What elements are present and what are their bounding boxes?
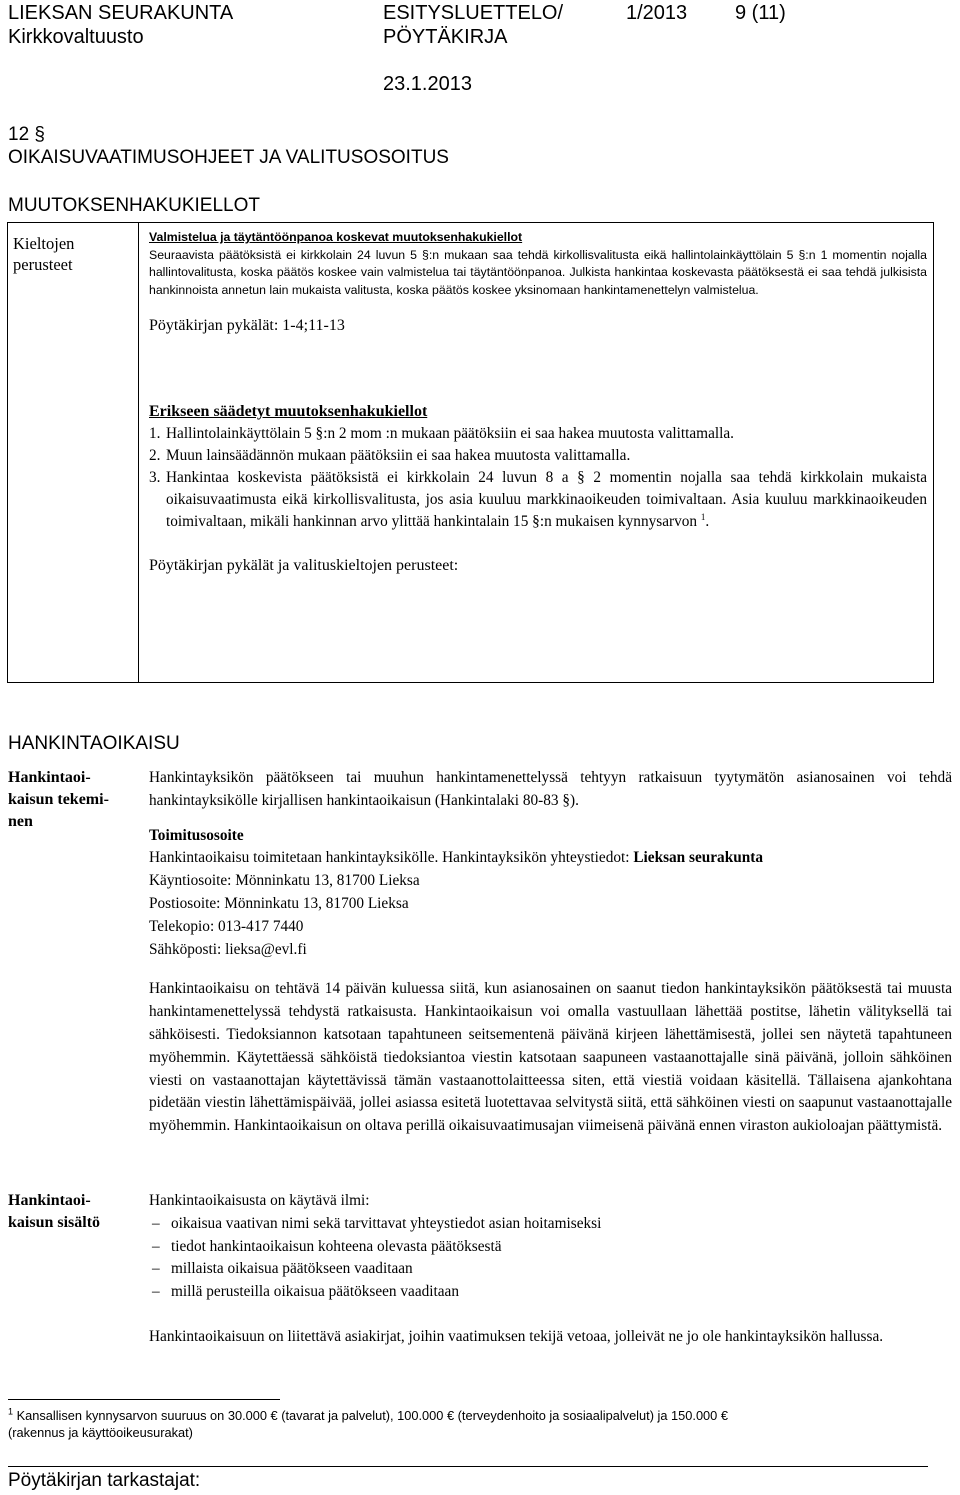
- box-divider: [138, 223, 139, 682]
- header-doc-type-line1: ESITYSLUETTELO/: [383, 2, 564, 24]
- pykalat-2: Pöytäkirjan pykälät ja valituskieltojen perusteet:: [149, 557, 459, 574]
- dash-icon: –: [152, 1237, 160, 1255]
- kiellot-label: [13, 233, 74, 275]
- erikseen-item-1: [149, 423, 927, 445]
- footnote-text: Kansallisen kynnysarvon suuruus on 30.000 € (tavarat ja palvelut), 100.000 € (terveydenhoito ja sosiaalipalvelut) ja 150.000 €: [16, 1408, 728, 1423]
- kiellot-content: [149, 229, 927, 577]
- content-bullets: [149, 1213, 952, 1304]
- kiellot-heading-para: [149, 229, 927, 247]
- item-number: 3.: [149, 469, 161, 486]
- item-text: Hankintaa koskevista päätöksistä ei kirkkolain 24 luvun 8 a § 2 momentin nojalla saa tehdä kirkkolain mukaista oikaisuvaatimusta eikä kirkollisvalitusta, jos asia kuuluu markkinaoikeuden toimivaltaan. Asia kuuluu markkinaoikeuden toimivaltaan, mikäli hankinnan arvo ylittää hankintalain 15 §:n mukaisen kynnysarvon: [166, 469, 927, 530]
- label-line: nen: [8, 813, 33, 830]
- kiellot-paragraph: Seuraavista päätöksistä ei kirkkolain 24 luvun 5 §:n mukaan saa tehdä kirkollisvalitusta eikä hallintolainkäyttölain 5 §:n 1 momentin nojalla hallintovalitusta, koska päätös koskee vain valmistelua tai täytäntöönpanoa. Julkista hankintaa koskevasta päätöksestä ei saa tehdä julkisista hankinnoista annetun lain mukaista valitusta, koska päätös koskee yksinomaan hankintamenettelyn valmistelua.: [149, 247, 927, 297]
- bullet-text: oikaisua vaativan nimi sekä tarvittavat yhteystiedot asian hoitamiseksi: [171, 1214, 602, 1232]
- footnote-ref: 1: [700, 511, 706, 522]
- signature-rule: [8, 1466, 928, 1467]
- item-number: 1.: [149, 425, 161, 442]
- header-date: 23.1.2013: [383, 73, 472, 95]
- kiellot-label-line1: Kieltojen: [13, 234, 75, 253]
- bullet-item: [149, 1281, 952, 1304]
- footnote-number: 1: [8, 1406, 14, 1417]
- bullet-text: millä perusteilla oikaisua päätökseen vaaditaan: [171, 1283, 459, 1301]
- header-doc-type-line2: PÖYTÄKIRJA: [383, 26, 508, 48]
- dash-icon: –: [152, 1260, 160, 1278]
- toimitus-org: Lieksan seurakunta: [633, 849, 763, 867]
- toimitus-text-main: Hankintaoikaisu toimitetaan hankintayksikölle. Hankintayksikön yhteystiedot:: [149, 849, 634, 867]
- erikseen-item-3: [149, 467, 927, 533]
- section-title: OIKAISUVAATIMUSOHJEET JA VALITUSOSOITUS: [8, 147, 449, 168]
- pykalat-1: Pöytäkirjan pykälät: 1-4;11-13: [149, 317, 345, 334]
- erikseen-item-2: [149, 445, 927, 467]
- kayntiosoite: Käyntiosoite: Mönninkatu 13, 81700 Lieksa: [149, 872, 420, 890]
- attachments-text: Hankintaoikaisuun on liitettävä asiakirjat, joihin vaatimuksen tekijä vetoaa, jolleivät ne jo ole hankintayksikön hallussa.: [149, 1327, 884, 1345]
- dash-icon: –: [152, 1214, 160, 1232]
- header-org-line2: Kirkkovaltuusto: [8, 26, 144, 48]
- label-line: kaisun tekemi-: [8, 791, 109, 808]
- hankinta-title: HANKINTAOIKAISU: [8, 733, 180, 754]
- bullet-item: [149, 1236, 952, 1259]
- kiellot-heading: Valmistelua ja täytäntöönpanoa koskevat muutoksenhakukiellot: [149, 230, 523, 244]
- section-subtitle: MUUTOKSENHAKUKIELLOT: [8, 195, 260, 216]
- kiellot-label-line2: perusteet: [13, 255, 73, 274]
- item-text: Muun lainsäädännön mukaan päätöksiin ei saa hakea muutosta valittamalla.: [166, 447, 631, 464]
- deadline-text: Hankintaoikaisu on tehtävä 14 päivän kuluessa siitä, kun asianosainen on saanut tiedon hankintayksikön päätöksestä tai muusta hankintamenettelyssä tehdystä ratkaisusta. Hankintaoikaisun voi omalla vastuullaan lähettää postitse, lähetin välityksellä tai sähköisesti. Tiedoksiannon katsotaan tapahtuneen seitsementenä päivänä kirjeen lähettämisestä, jollei sen näytetä tapahtuneen myöhemmin. Käytettäessä sähköistä tiedoksiantoa viestin katsotaan saapuneen vastaanottajalle sinä päivänä, jolloin sähköinen viesti on vastaanottajan käytettävissä tämän vastaanottolaitteessa siten, että viestiä voidaan käsitellä. Tällaisena ajankohtana pidetään viestin lähettämispäivää, jollei asiassa esitetä luotettavaa selvitystä siitä, että sähköinen viesti on saapunut vastaanottajalle myöhemmin. Hankintaoikaisun on oltava perillä oikaisuvaatimusajan viimeisenä päivänä ennen viraston aukioloajan päättymistä.: [149, 980, 952, 1135]
- erikseen-heading: Erikseen säädetyt muutoksenhakukiellot: [149, 403, 428, 420]
- hankinta-main: [149, 767, 952, 1138]
- bullet-item: [149, 1258, 952, 1281]
- telekopio: Telekopio: 013-417 7440: [149, 917, 304, 935]
- content-intro: Hankintaoikaisusta on käytävä ilmi:: [149, 1192, 370, 1209]
- bullet-text: millaista oikaisua päätökseen vaaditaan: [171, 1260, 413, 1278]
- footnote-line2: (rakennus ja käyttöoikeusurakat): [8, 1425, 193, 1440]
- section-number: 12 §: [8, 124, 45, 145]
- bullet-text: tiedot hankintaoikaisun kohteena olevasta päätöksestä: [171, 1237, 502, 1255]
- hankinta-intro: Hankintayksikön päätökseen tai muuhun hankintamenettelyssä tehtyyn ratkaisuun tyytymätön asianosainen voi tehdä hankintayksikölle kirjallisen hankintaoikaisun (Hankintalaki 80-83 §).: [149, 769, 952, 809]
- hankinta-label-tekeminen: [8, 767, 109, 833]
- dash-icon: –: [152, 1283, 160, 1301]
- header-page: 9 (11): [735, 2, 786, 24]
- label-line: Hankintaoi-: [8, 1192, 91, 1209]
- item-number: 2.: [149, 447, 161, 464]
- hankinta-sisalto: [149, 1190, 952, 1349]
- postiosoite: Postiosoite: Mönninkatu 13, 81700 Lieksa: [149, 894, 409, 912]
- item-text: Hallintolainkäyttölain 5 §:n 2 mom :n mukaan päätöksiin ei saa hakea muutosta valittamalla.: [166, 425, 734, 442]
- hankinta-label-sisalto: [8, 1190, 100, 1234]
- toimitusosoite-label: Toimitusosoite: [149, 826, 244, 844]
- header-number: 1/2013: [626, 2, 688, 24]
- kiellot-box: [7, 222, 934, 683]
- bullet-item: [149, 1213, 952, 1236]
- toimitus-text: [149, 847, 952, 870]
- label-line: Hankintaoi-: [8, 769, 91, 786]
- item-text-end: .: [705, 513, 710, 530]
- signature-label: Pöytäkirjan tarkastajat:: [8, 1470, 201, 1491]
- sahkoposti: Sähköposti: lieksa@evl.fi: [149, 940, 307, 958]
- label-line: kaisun sisältö: [8, 1214, 101, 1231]
- header-org-line1: LIEKSAN SEURAKUNTA: [8, 2, 234, 24]
- footnote-line1: [8, 1407, 948, 1424]
- footnote: [8, 1407, 948, 1441]
- footnote-rule: [8, 1399, 280, 1400]
